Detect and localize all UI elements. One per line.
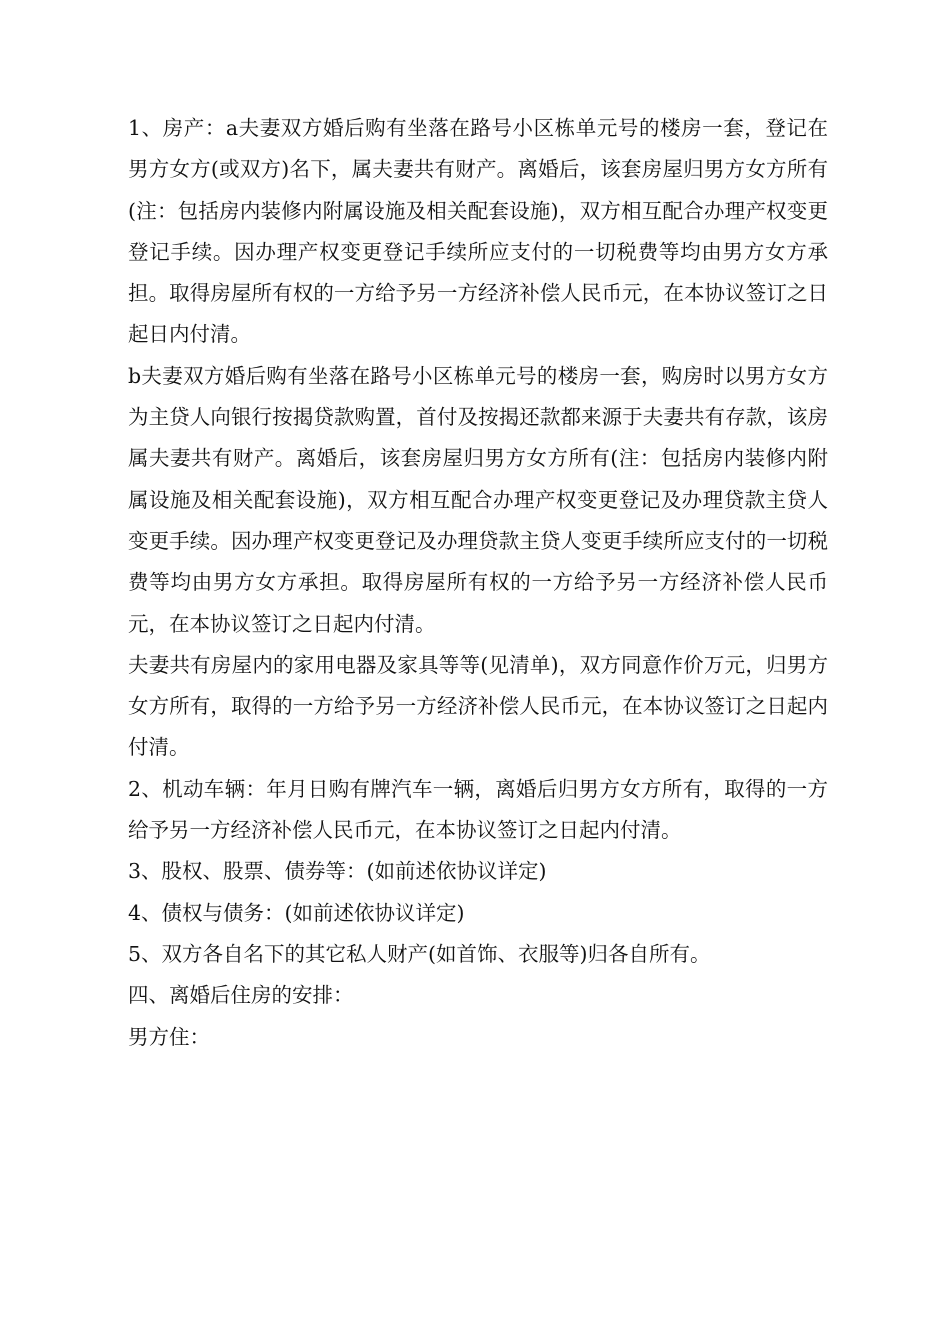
paragraph-property-a: 1、房产：a夫妻双方婚后购有坐落在路号小区栋单元号的楼房一套，登记在男方女方(或双方)名下，属夫妻共有财产。离婚后，该套房屋归男方女方所有(注：包括房内装修内附属设施及相关配套设施)，双方相互配合办理产权变更登记手续。因办理产权变更登记手续所应支付的一切税费等均由男方女方承担。取得房屋所有权的一方给予另一方经济补偿人民币元，在本协议签订之日起日内付清。 <box>128 116 828 347</box>
paragraph-male-residence: 男方住： <box>128 1024 210 1049</box>
paragraph-vehicle: 2、机动车辆：年月日购有牌汽车一辆，离婚后归男方女方所有，取得的一方给予另一方经济补偿人民币元，在本协议签订之日起内付清。 <box>128 776 828 843</box>
paragraph-personal-property: 5、双方各自名下的其它私人财产(如首饰、衣服等)归各自所有。 <box>128 941 711 966</box>
paragraph-property-b: b夫妻双方婚后购有坐落在路号小区栋单元号的楼房一套，购房时以男方女方为主贷人向银行按揭贷款购置，首付及按揭还款都来源于夫妻共有存款，该房属夫妻共有财产。离婚后，该套房屋归男方女方所有(注：包括房内装修内附属设施及相关配套设施)，双方相互配合办理产权变更登记及办理贷款主贷人变更手续。因办理产权变更登记及办理贷款主贷人变更手续所应支付的一切税费等均由男方女方承担。取得房屋所有权的一方给予另一方经济补偿人民币元，在本协议签订之日起内付清。 <box>128 363 828 636</box>
section-heading-housing: 四、离婚后住房的安排： <box>128 983 354 1008</box>
paragraph-household-items: 夫妻共有房屋内的家用电器及家具等等(见清单)，双方同意作价万元，归男方女方所有，取得的一方给予另一方经济补偿人民币元，在本协议签订之日起内付清。 <box>128 652 828 760</box>
paragraph-stocks: 3、股权、股票、债券等：(如前述依协议详定) <box>128 859 547 884</box>
paragraph-debts: 4、债权与债务：(如前述依协议详定) <box>128 900 465 925</box>
document-body <box>128 108 828 1058</box>
